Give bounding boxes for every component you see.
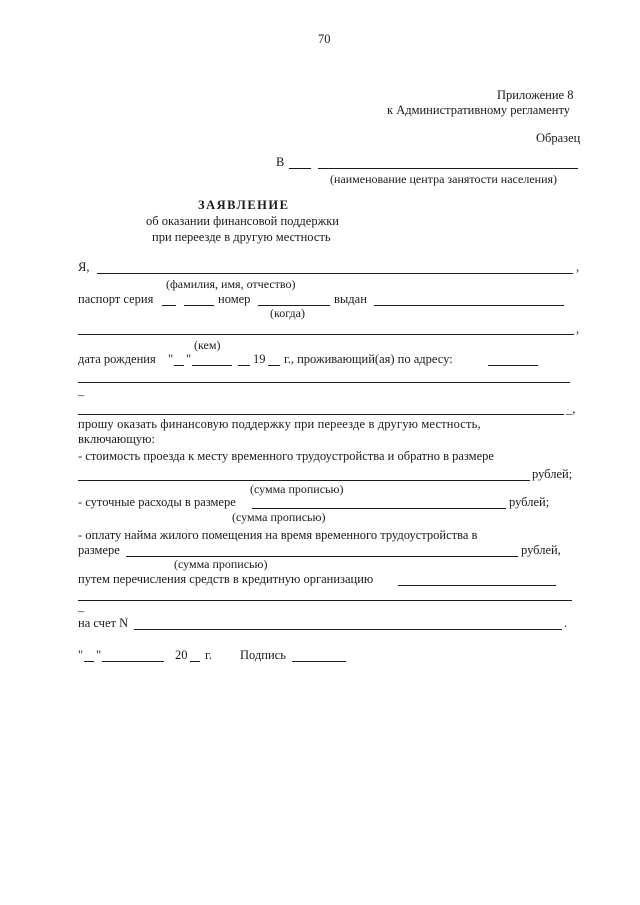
birth-month-blank	[192, 365, 232, 366]
date-quote-close: "	[96, 648, 102, 662]
housing-size-label: размере	[78, 543, 120, 557]
applicant-tail: ,	[576, 260, 580, 274]
travel-sum-caption: (сумма прописью)	[250, 482, 344, 496]
date-day-blank	[84, 661, 94, 662]
passport-issued-blank	[374, 305, 564, 306]
account-label: на счет N	[78, 616, 129, 630]
passport-number-label: номер	[218, 292, 251, 306]
birth-year-blank	[268, 365, 280, 366]
address-blank-1	[488, 365, 538, 366]
document-title: ЗАЯВЛЕНИЕ	[198, 198, 290, 212]
birth-blank-2	[238, 365, 250, 366]
birth-date-label: дата рождения	[78, 352, 156, 366]
passport-by-caption: (кем)	[194, 338, 221, 352]
travel-cost-item: - стоимость проезда к месту временного трудоустройства и обратно в размере	[78, 449, 494, 463]
sample-label: Образец	[536, 131, 581, 145]
request-line-2: включающую:	[78, 432, 155, 446]
applicant-prefix: Я,	[78, 260, 90, 274]
transfer-text: путем перечисления средств в кредитную организацию	[78, 572, 374, 586]
daily-allowance-item: - суточные расходы в размере	[78, 495, 236, 509]
birth-quote-open: "	[168, 352, 174, 366]
page-number: 70	[318, 32, 331, 46]
date-quote-open: "	[78, 648, 84, 662]
signature-label: Подпись	[240, 648, 286, 662]
birth-year-prefix: 19	[253, 352, 266, 366]
passport-by-blank	[78, 334, 574, 335]
regulation-label: к Административному регламенту	[387, 103, 571, 117]
appendix-label: Приложение 8	[497, 88, 574, 102]
address-tail: _,	[566, 402, 576, 416]
title-line-1: об оказании финансовой поддержки	[146, 214, 339, 228]
recipient-caption: (наименование центра занятости населения)	[330, 172, 558, 186]
housing-tail: рублей,	[521, 543, 561, 557]
housing-item: - оплату найма жилого помещения на время временного трудоустройства в	[78, 528, 478, 542]
passport-series-blank	[162, 305, 176, 306]
address-blank-2	[78, 382, 570, 383]
recipient-name-blank	[318, 168, 578, 169]
passport-series-blank-2	[184, 305, 214, 306]
account-tail: .	[564, 616, 568, 630]
travel-sum-blank	[78, 480, 530, 481]
passport-by-tail: ,	[576, 322, 580, 336]
passport-series-label: паспорт серия	[78, 292, 154, 306]
applicant-caption: (фамилия, имя, отчество)	[166, 277, 296, 291]
date-year-suffix: г.	[205, 648, 212, 662]
date-month-blank	[102, 661, 164, 662]
daily-sum-blank	[252, 508, 506, 509]
signature-blank	[292, 661, 346, 662]
address-blank-3	[78, 414, 564, 415]
request-line-1: прошу оказать финансовую поддержку при переезде в другую местность,	[78, 417, 481, 431]
applicant-name-blank	[97, 273, 573, 274]
daily-sum-caption: (сумма прописью)	[232, 510, 326, 524]
birth-quote-close: "	[186, 352, 192, 366]
title-line-2: при переезде в другую местность	[152, 230, 331, 244]
daily-tail: рублей;	[509, 495, 550, 509]
recipient-blank	[289, 168, 311, 169]
housing-sum-caption: (сумма прописью)	[174, 557, 268, 571]
bank-dash: –	[78, 604, 85, 618]
date-year-prefix: 20	[175, 648, 188, 662]
address-dash: –	[78, 388, 85, 402]
date-year-blank	[190, 661, 200, 662]
travel-tail: рублей;	[532, 467, 573, 481]
passport-when-caption: (когда)	[270, 306, 305, 320]
bank-blank-2	[78, 600, 572, 601]
account-blank	[134, 629, 562, 630]
bank-blank	[398, 585, 556, 586]
birth-year-suffix: г., проживающий(ая) по адресу:	[284, 352, 453, 366]
birth-day-blank	[174, 365, 184, 366]
passport-issued-label: выдан	[334, 292, 367, 306]
recipient-prefix: В	[276, 155, 285, 169]
